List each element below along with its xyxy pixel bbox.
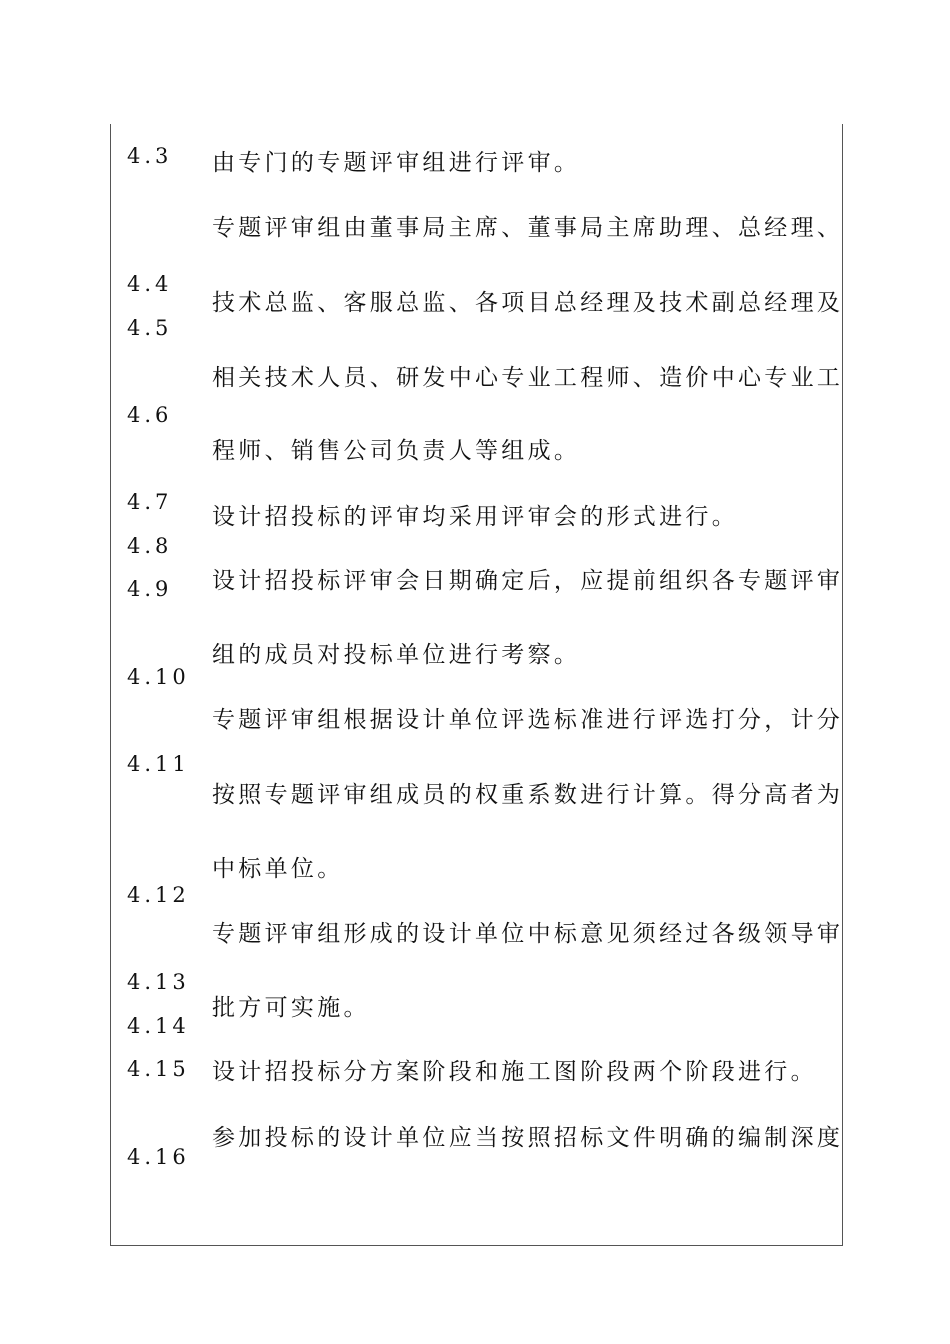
body-text-line: 由专门的专题评审组进行评审。	[212, 150, 581, 176]
section-number: 4.3	[127, 144, 173, 168]
section-number: 4.12	[127, 883, 190, 907]
section-number: 4.6	[127, 403, 173, 427]
section-number: 4.13	[127, 970, 190, 994]
body-text-line: 设计招投标的评审均采用评审会的形式进行。	[212, 504, 738, 530]
body-text-line: 设计招投标评审会日期确定后，应提前组织各专题评审	[212, 568, 844, 594]
section-number: 4.16	[127, 1145, 190, 1169]
body-text-line: 参加投标的设计单位应当按照招标文件明确的编制深度	[212, 1125, 844, 1151]
body-text-line: 中标单位。	[212, 856, 344, 882]
body-text-line: 技术总监、客服总监、各项目总经理及技术副总经理及	[212, 290, 844, 316]
body-text-line: 专题评审组根据设计单位评选标准进行评选打分，计分	[212, 707, 844, 733]
body-text-line: 专题评审组由董事局主席、董事局主席助理、总经理、	[212, 215, 844, 241]
section-number: 4.4	[127, 272, 173, 296]
section-number: 4.10	[127, 665, 190, 689]
section-number: 4.15	[127, 1057, 190, 1081]
body-text-line: 相关技术人员、研发中心专业工程师、造价中心专业工	[212, 365, 844, 391]
section-number: 4.11	[127, 752, 190, 776]
section-number: 4.14	[127, 1014, 190, 1038]
section-number: 4.8	[127, 534, 173, 558]
section-number: 4.5	[127, 316, 173, 340]
body-text-line: 设计招投标分方案阶段和施工图阶段两个阶段进行。	[212, 1059, 817, 1085]
body-text-line: 程师、销售公司负责人等组成。	[212, 438, 581, 464]
body-text-line: 专题评审组形成的设计单位中标意见须经过各级领导审	[212, 921, 844, 947]
body-text-line: 按照专题评审组成员的权重系数进行计算。得分高者为	[212, 782, 844, 808]
section-number: 4.7	[127, 490, 173, 514]
section-number: 4.9	[127, 577, 173, 601]
body-text-line: 组的成员对投标单位进行考察。	[212, 642, 581, 668]
body-text-line: 批方可实施。	[212, 995, 370, 1021]
